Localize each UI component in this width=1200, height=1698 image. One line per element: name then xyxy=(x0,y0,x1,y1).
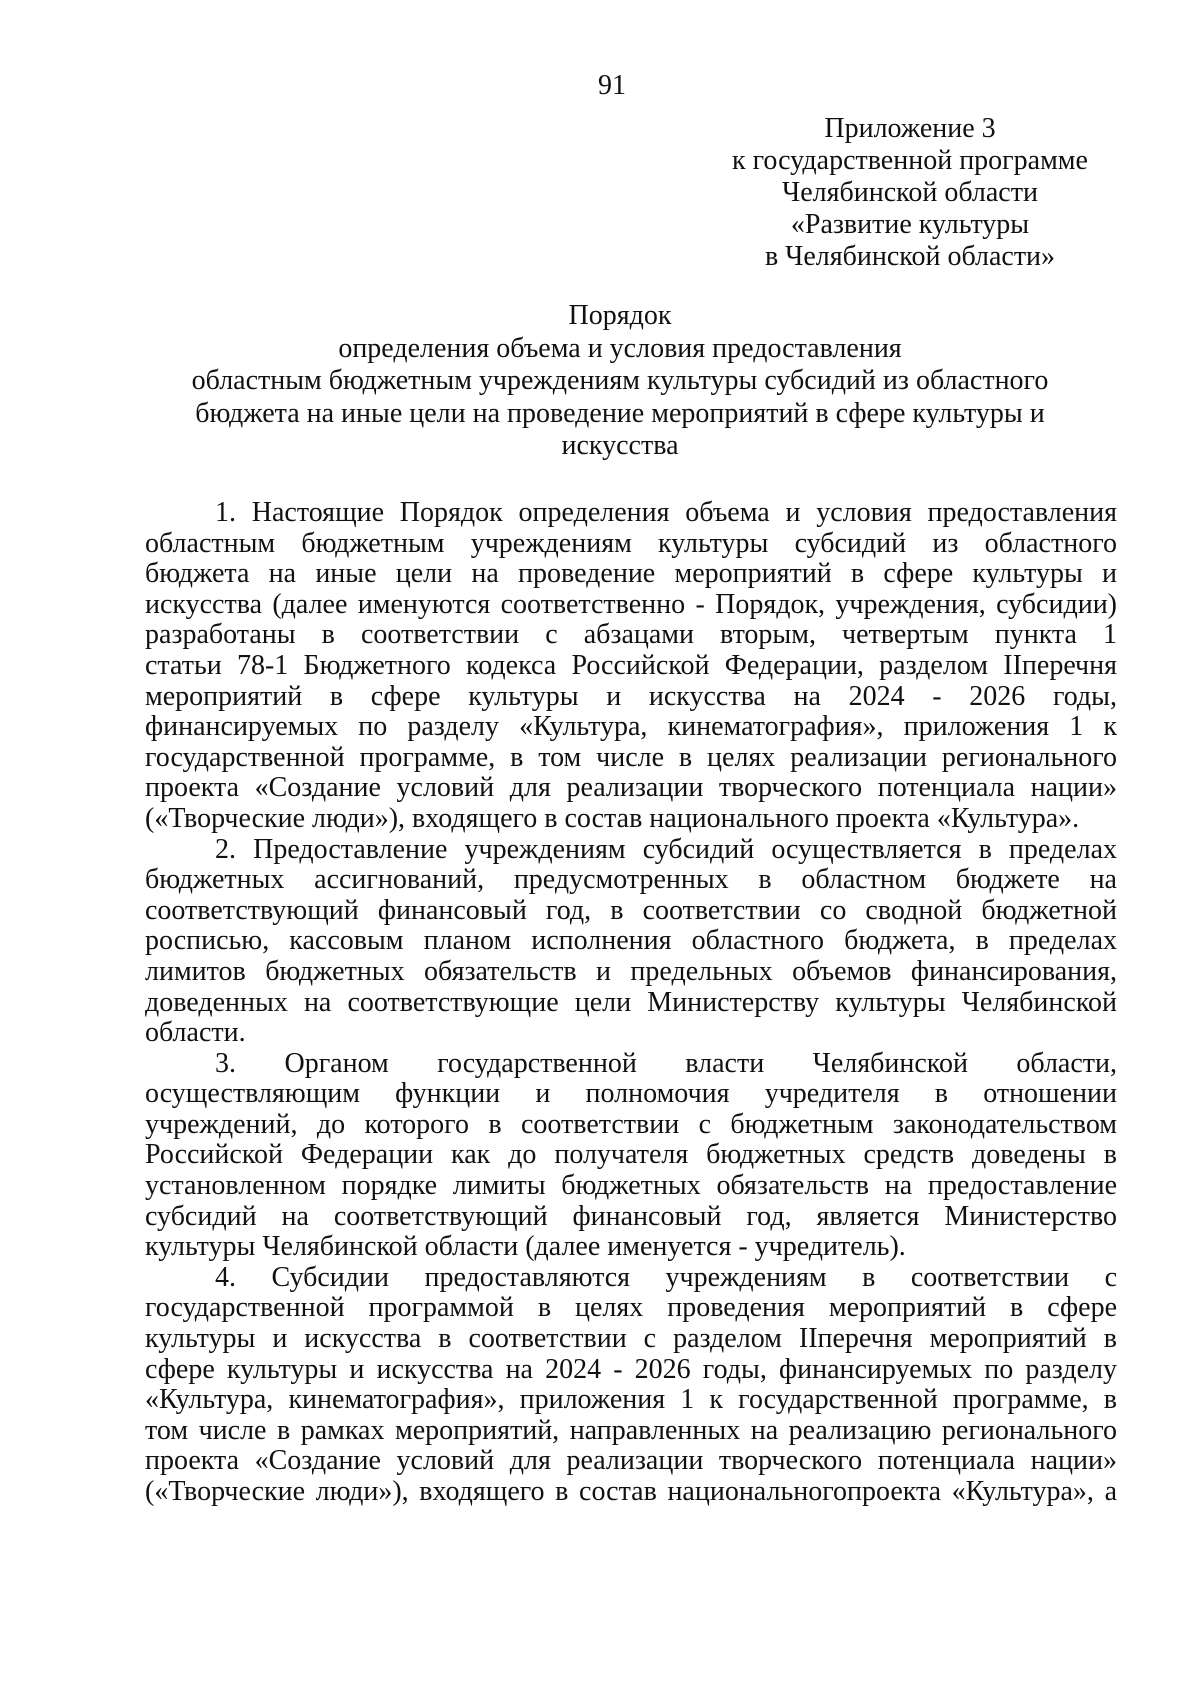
text-line: проекта «Создание условий для реализации творческого потенциала нации» xyxy=(145,773,1117,804)
paragraph-1 xyxy=(145,498,1117,835)
text-line: проекта «Создание условий для реализации творческого потенциала нации» xyxy=(145,1446,1117,1477)
page-number: 91 xyxy=(598,70,626,101)
text-line: росписью, кассовым планом исполнения областного бюджета, в пределах xyxy=(145,926,1117,957)
appendix-header xyxy=(710,113,1110,273)
appendix-line: «Развитие культуры xyxy=(790,209,1030,240)
text-line: бюджета на иные цели на проведение мероприятий в сфере культуры и xyxy=(145,559,1117,590)
title-line: бюджета на иные цели на проведение мероприятий в сфере культуры и xyxy=(195,397,1045,429)
appendix-line: к государственной программе xyxy=(732,145,1088,176)
appendix-line: Челябинской области xyxy=(782,177,1038,208)
text-line: учреждений, до которого в соответствии с бюджетным законодательством xyxy=(145,1109,1117,1140)
text-line: финансируемых по разделу «Культура, кинематография», приложения 1 к xyxy=(145,712,1117,743)
document-title xyxy=(150,300,1090,463)
title-line: областным бюджетным учреждениям культуры субсидий из областного xyxy=(191,365,1049,396)
title-line: Порядок xyxy=(568,300,672,331)
text-line: осуществляющим функции и полномочия учредителя в отношении xyxy=(145,1079,1117,1110)
text-line: («Творческие люди»), входящего в состав национальногопроекта «Культура», а xyxy=(145,1477,1117,1507)
text-line: 3. Органом государственной власти Челябинской области, xyxy=(215,1048,1117,1079)
text-line: мероприятий в сфере культуры и искусства на 2024 - 2026 годы, xyxy=(145,681,1117,712)
text-line: 2. Предоставление учреждениям субсидий осуществляется в пределах xyxy=(215,834,1117,865)
text-line: государственной программе, в том числе в целях реализации регионального xyxy=(145,742,1117,773)
text-line: культуры Челябинской области (далее именуется - учредитель). xyxy=(145,1232,906,1263)
text-line: искусства (далее именуются соответственно - Порядок, учреждения, субсидии) xyxy=(145,589,1117,620)
paragraph-2 xyxy=(145,835,1117,1049)
text-line: «Культура, кинематография», приложения 1 к государственной программе, в xyxy=(145,1385,1117,1416)
text-line: статьи 78-1 Бюджетного кодекса Российской Федерации, разделом IIперечня xyxy=(145,650,1117,681)
text-line: Российской Федерации как до получателя бюджетных средств доведены в xyxy=(145,1140,1117,1171)
text-line: области. xyxy=(145,1018,246,1049)
text-line: лимитов бюджетных обязательств и предельных объемов финансирования, xyxy=(145,956,1117,987)
text-line: государственной программой в целях проведения мероприятий в сфере xyxy=(145,1293,1117,1324)
text-line: областным бюджетным учреждениям культуры субсидий из областного xyxy=(145,528,1117,559)
title-line: искусства xyxy=(561,430,679,461)
text-line: 4. Субсидии предоставляются учреждениям в соответствии с xyxy=(215,1262,1117,1293)
appendix-line: в Челябинской области» xyxy=(764,241,1056,272)
text-line: установленном порядке лимиты бюджетных обязательств на предоставление xyxy=(145,1171,1117,1202)
text-line: бюджетных ассигнований, предусмотренных в областном бюджете на xyxy=(145,865,1117,896)
text-line: культуры и искусства в соответствии с разделом IIперечня мероприятий в xyxy=(145,1324,1117,1355)
document-body xyxy=(145,498,1117,1508)
text-line: доведенных на соответствующие цели Министерству культуры Челябинской xyxy=(145,987,1117,1018)
text-line: субсидий на соответствующий финансовый год, является Министерство xyxy=(145,1201,1117,1232)
text-line: 1. Настоящие Порядок определения объема и условия предоставления xyxy=(215,498,1117,528)
text-line: сфере культуры и искусства на 2024 - 2026 годы, финансируемых по разделу xyxy=(145,1354,1117,1385)
appendix-line: Приложение 3 xyxy=(824,113,996,144)
text-line: том числе в рамках мероприятий, направленных на реализацию регионального xyxy=(145,1415,1117,1446)
text-line: разработаны в соответствии с абзацами вторым, четвертым пункта 1 xyxy=(145,620,1117,651)
paragraph-3 xyxy=(145,1049,1117,1263)
paragraph-4 xyxy=(145,1263,1117,1508)
text-line: соответствующий финансовый год, в соответствии со сводной бюджетной xyxy=(145,895,1117,926)
text-line: («Творческие люди»), входящего в состав национального проекта «Культура». xyxy=(145,803,1080,834)
title-line: определения объема и условия предоставления xyxy=(338,332,902,364)
